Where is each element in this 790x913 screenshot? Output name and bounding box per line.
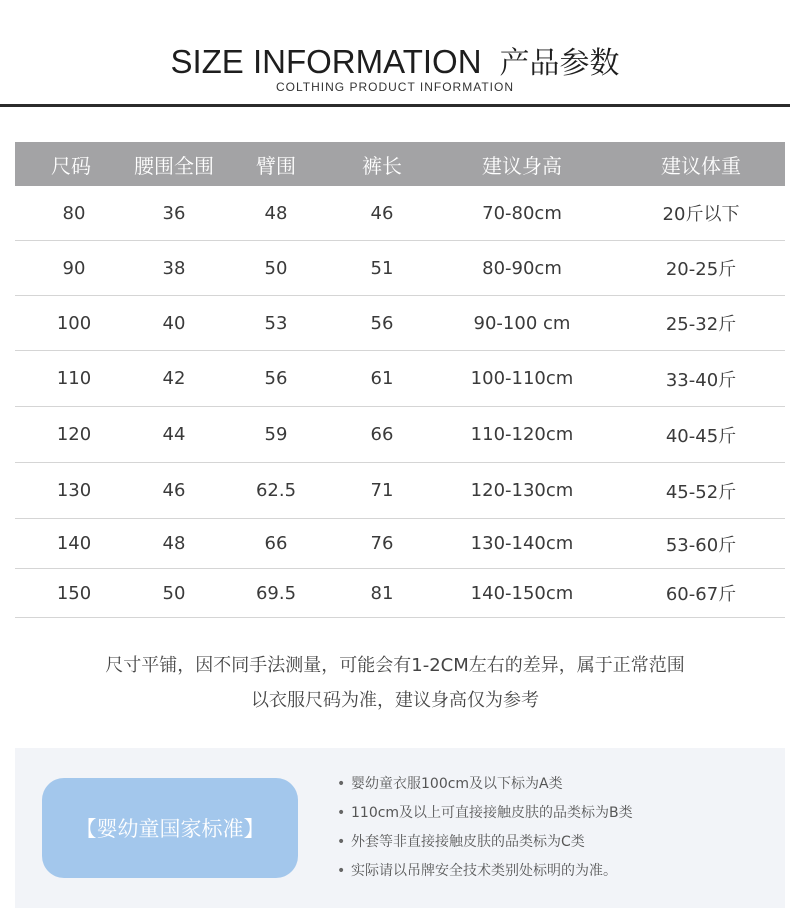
- page-title: [0, 38, 790, 82]
- bullet-icon: •: [337, 776, 346, 792]
- cell-height: 140-150cm: [470, 582, 574, 604]
- cell-height: 80-90cm: [482, 257, 562, 279]
- cell-weight: 20-25斤: [665, 259, 737, 280]
- table-row: [15, 519, 785, 569]
- page-subtitle: COLTHING PRODUCT INFORMATION: [276, 80, 514, 94]
- cell-weight: 60-67斤: [665, 584, 737, 605]
- header-arm: 臂围: [256, 153, 296, 178]
- reference-note: 以衣服尺码为准，建议身高仅为参考: [251, 690, 539, 711]
- cell-arm: 53: [264, 312, 288, 334]
- cell-pants-length: 61: [370, 368, 394, 389]
- header-weight: 建议体重: [661, 153, 741, 178]
- cell-height: 90-100 cm: [473, 312, 571, 334]
- table-row: [15, 241, 785, 296]
- cell-pants-length: 71: [370, 480, 394, 501]
- cell-size: 110: [56, 368, 92, 389]
- standard-badge: 【婴幼童国家标准】: [42, 778, 298, 878]
- cell-pants-length: 76: [370, 533, 394, 554]
- header-pants-length: 裤长: [362, 153, 402, 178]
- header: [0, 0, 790, 110]
- header-height: 建议身高: [482, 153, 562, 178]
- table-row: [15, 186, 785, 241]
- cell-waist: 40: [162, 312, 186, 334]
- table-row: [15, 351, 785, 407]
- table-row: [15, 569, 785, 618]
- cell-weight: 25-32斤: [665, 314, 737, 335]
- standard-list: [337, 772, 633, 888]
- cell-height: 110-120cm: [470, 424, 574, 445]
- list-item-text: 外套等非直接接触皮肤的品类标为C类: [351, 834, 585, 850]
- cell-size: 130: [56, 480, 92, 501]
- cell-waist: 36: [162, 202, 186, 224]
- cell-arm: 48: [264, 202, 288, 224]
- cell-waist: 44: [162, 424, 186, 445]
- cell-waist: 38: [162, 257, 186, 279]
- cell-pants-length: 46: [370, 202, 394, 224]
- cell-size: 140: [56, 533, 92, 554]
- list-item-text: 实际请以吊牌安全技术类别处标明的为准。: [351, 863, 617, 879]
- cell-waist: 42: [162, 368, 186, 389]
- bullet-icon: •: [337, 863, 346, 879]
- cell-height: 100-110cm: [470, 368, 574, 389]
- title-cn: 产品参数: [499, 46, 620, 81]
- cell-weight: 40-45斤: [665, 425, 737, 447]
- list-item-text: 110cm及以上可直接接触皮肤的品类标为B类: [351, 805, 633, 821]
- bullet-icon: •: [337, 834, 346, 850]
- cell-weight: 53-60斤: [665, 534, 737, 556]
- cell-size: 90: [62, 257, 86, 279]
- list-item: [337, 801, 633, 830]
- table-row: [15, 407, 785, 463]
- cell-pants-length: 56: [370, 312, 394, 334]
- cell-arm: 50: [264, 257, 288, 279]
- cell-arm: 59: [264, 424, 288, 445]
- list-item: [337, 830, 633, 859]
- cell-weight: 20斤以下: [662, 204, 740, 225]
- cell-height: 120-130cm: [470, 480, 574, 501]
- cell-height: 130-140cm: [470, 533, 574, 554]
- list-item: [337, 772, 633, 801]
- cell-arm: 56: [264, 368, 288, 389]
- list-item: [337, 859, 633, 888]
- bullet-icon: •: [337, 805, 346, 821]
- cell-waist: 48: [162, 533, 186, 554]
- list-item-text: 婴幼童衣服100cm及以下标为A类: [351, 776, 563, 792]
- cell-pants-length: 51: [370, 257, 394, 279]
- cell-waist: 46: [162, 480, 186, 501]
- cell-size: 80: [62, 202, 86, 224]
- table-row: [15, 296, 785, 351]
- cell-pants-length: 81: [370, 582, 394, 604]
- cell-arm: 66: [264, 533, 288, 554]
- cell-size: 120: [56, 424, 92, 445]
- header-waist: 腰围全围: [134, 153, 214, 178]
- title-en: SIZE INFORMATION: [170, 43, 482, 80]
- cell-pants-length: 66: [370, 424, 394, 445]
- standard-panel: [15, 748, 785, 908]
- header-size: 尺码: [51, 153, 91, 178]
- cell-size: 100: [56, 312, 92, 334]
- cell-weight: 33-40斤: [665, 369, 737, 391]
- cell-waist: 50: [162, 582, 186, 604]
- measurement-note: 尺寸平铺，因不同手法测量，可能会有1-2CM左右的差异，属于正常范围: [105, 655, 685, 676]
- table-row: [15, 463, 785, 519]
- header-divider: [0, 104, 790, 107]
- cell-size: 150: [56, 582, 92, 604]
- cell-arm: 69.5: [255, 582, 297, 604]
- cell-height: 70-80cm: [482, 202, 562, 224]
- table-header: [15, 142, 785, 186]
- cell-arm: 62.5: [255, 480, 297, 501]
- size-table: [15, 142, 785, 618]
- cell-weight: 45-52斤: [665, 481, 737, 503]
